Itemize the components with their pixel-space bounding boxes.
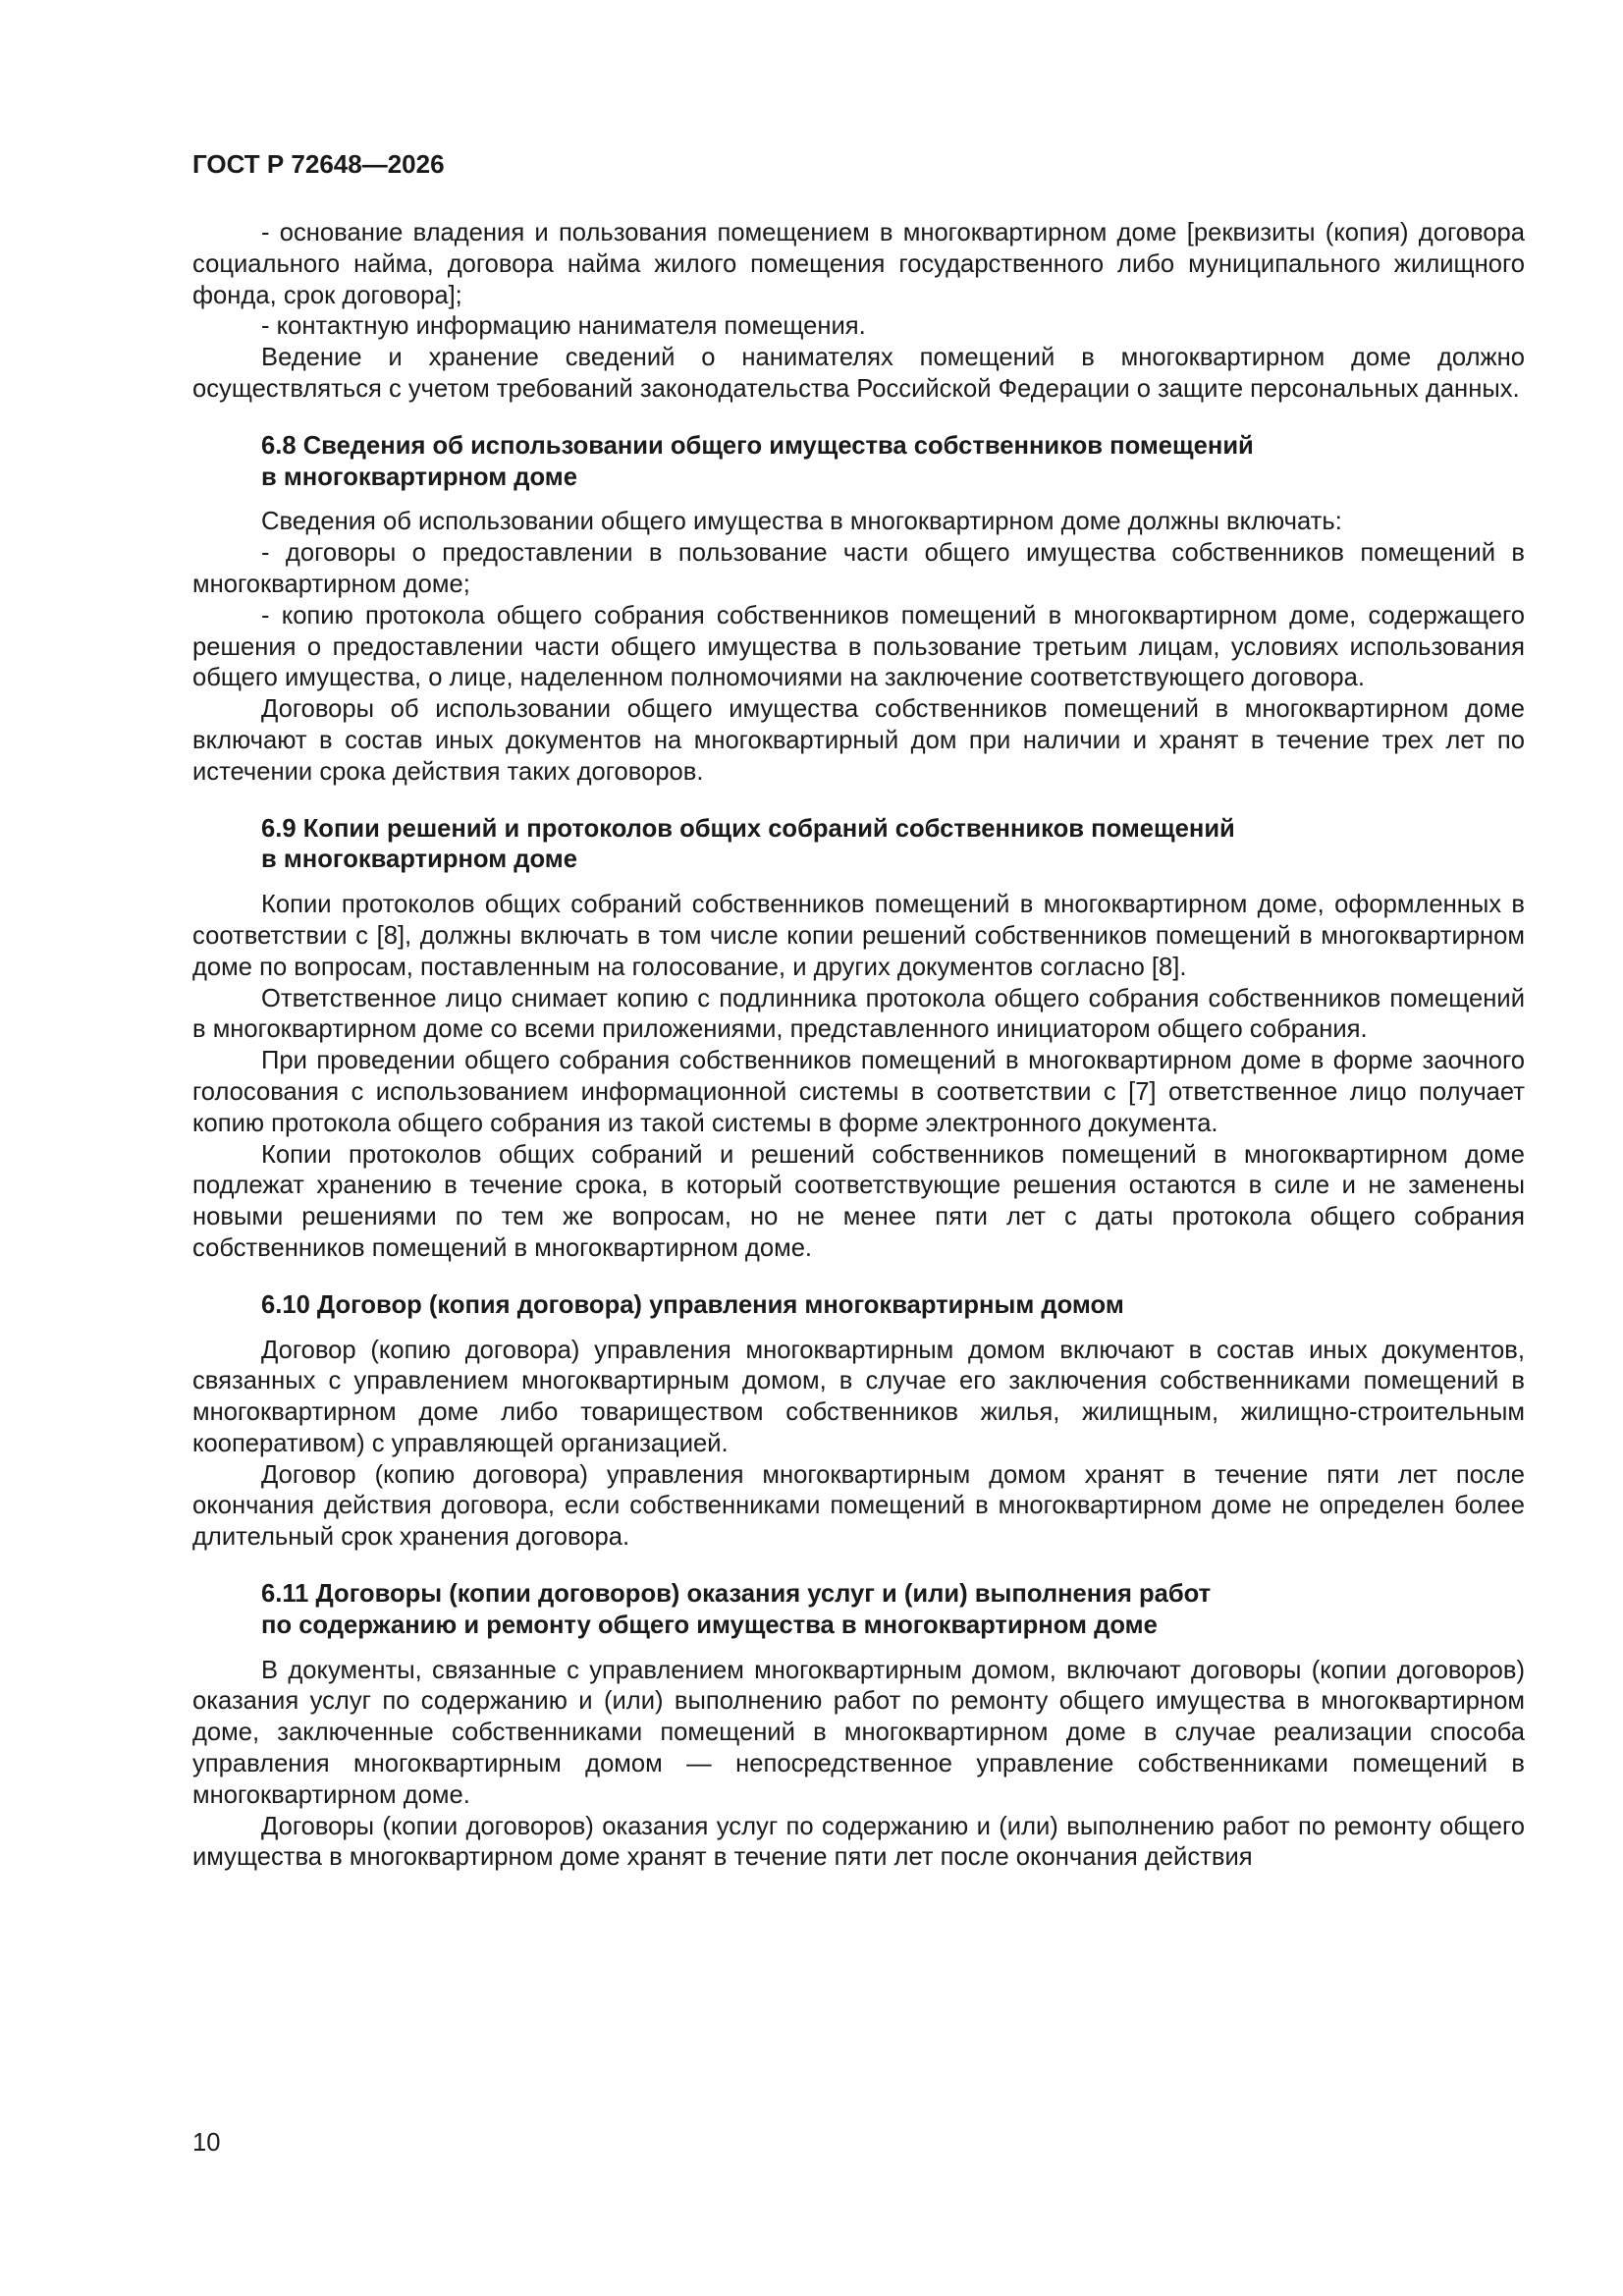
intro-paragraph: - основание владения и пользования помещением в многоквартирном доме [реквизиты (копия) договора социального найма, договора найма жилого помещения государственного либо муниципального жилищного фонда, срок договора]; bbox=[192, 219, 1525, 309]
document-body bbox=[192, 218, 1525, 1874]
section-heading-6-11 bbox=[192, 1579, 1525, 1642]
page-number: 10 bbox=[192, 2129, 221, 2157]
intro-paragraph: Ведение и хранение сведений о нанимателях помещений в многоквартирном доме должно осуществляться с учетом требований законодательства Российской Федерации о защите персональных данных. bbox=[192, 344, 1525, 403]
section-heading-line: в многоквартирном доме bbox=[261, 846, 577, 874]
section-heading-6-9 bbox=[192, 814, 1525, 877]
section-paragraph: Договоры (копии договоров) оказания услуг по содержанию и (или) выполнению работ по ремонту общего имущества в многоквартирном доме хранят в течение пяти лет после окончания действия bbox=[192, 1812, 1525, 1872]
section-paragraph: Договор (копию договора) управления многоквартирным домом включают в состав иных документов, связанных с управлением многоквартирным домом, в случае его заключения собственниками помещений в многоквартирном доме либо товариществом собственников жилья, жилищным, жилищно-строительным кооперативом) с управляющей организацией. bbox=[192, 1336, 1525, 1457]
section-paragraph: - копию протокола общего собрания собственников помещений в многоквартирном доме, содержащего решения о предоставлении части общего имущества в пользование третьим лицам, условиях использования общего имущества, о лице, наделенном полномочиями на заключение соответствующего договора. bbox=[192, 601, 1525, 692]
section-heading-6-10 bbox=[192, 1290, 1525, 1322]
section-paragraph: Договоры об использовании общего имущества собственников помещений в многоквартирном доме включают в состав иных документов на многоквартирный дом при наличии и хранят в течение трех лет по истечении срока действия таких договоров. bbox=[192, 695, 1525, 786]
section-paragraph: Копии протоколов общих собраний собственников помещений в многоквартирном доме, оформленных в соответствии с [8], должны включать в том числе копии решений собственников помещений в многоквартирном доме по вопросам, поставленным на голосование, и других документов согласно [8]. bbox=[192, 891, 1525, 981]
section-heading-line: 6.11 Договоры (копии договоров) оказания услуг и (или) выполнения работ bbox=[261, 1580, 1212, 1609]
section-paragraph: Сведения об использовании общего имущества в многоквартирном доме должны включать: bbox=[261, 508, 1342, 536]
section-heading-line: по содержанию и ремонту общего имущества в многоквартирном доме bbox=[261, 1611, 1158, 1639]
section-paragraph: - договоры о предоставлении в пользование части общего имущества собственников помещений в многоквартирном доме; bbox=[192, 539, 1525, 598]
section-heading-line: 6.10 Договор (копия договора) управления многоквартирным домом bbox=[261, 1290, 1124, 1319]
section-heading-line: в многоквартирном доме bbox=[261, 463, 577, 491]
section-paragraph: Ответственное лицо снимает копию с подлинника протокола общего собрания собственников помещений в многоквартирном доме со всеми приложениями, представленного инициатором общего собрания. bbox=[192, 984, 1525, 1044]
standard-designation: ГОСТ Р 72648—2026 bbox=[192, 149, 445, 179]
section-paragraph: При проведении общего собрания собственников помещений в многоквартирном доме в форме заочного голосования с использованием информационной системы в соответствии с [7] ответственное лицо получает копию протокола общего собрания из такой системы в форме электронного документа. bbox=[192, 1047, 1525, 1137]
section-heading-line: 6.9 Копии решений и протоколов общих собраний собственников помещений bbox=[261, 814, 1235, 843]
section-paragraph: Копии протоколов общих собраний и решений собственников помещений в многоквартирном доме подлежат хранению в течение срока, в который соответствующие решения остаются в силе и не заменены новыми решениями по тем же вопросам, но не менее пяти лет с даты протокола общего собрания собственников помещений в многоквартирном доме. bbox=[192, 1140, 1525, 1262]
section-paragraph: Договор (копию договора) управления многоквартирным домом хранят в течение пяти лет после окончания действия договора, если собственниками помещений в многоквартирном доме не определен более длительный срок хранения договора. bbox=[192, 1460, 1525, 1552]
section-heading-6-8 bbox=[192, 431, 1525, 494]
section-paragraph: В документы, связанные с управлением многоквартирным домом, включают договоры (копии договоров) оказания услуг по содержанию и (или) выполнению работ по ремонту общего имущества в многоквартирном доме, заключенные собственниками помещений в многоквартирном доме в случае реализации способа управления многоквартирным домом — непосредственное управление собственниками помещений в многоквартирном доме. bbox=[192, 1656, 1525, 1809]
intro-paragraph: - контактную информацию нанимателя помещения. bbox=[261, 312, 866, 341]
section-heading-line: 6.8 Сведения об использовании общего имущества собственников помещений bbox=[261, 431, 1254, 460]
